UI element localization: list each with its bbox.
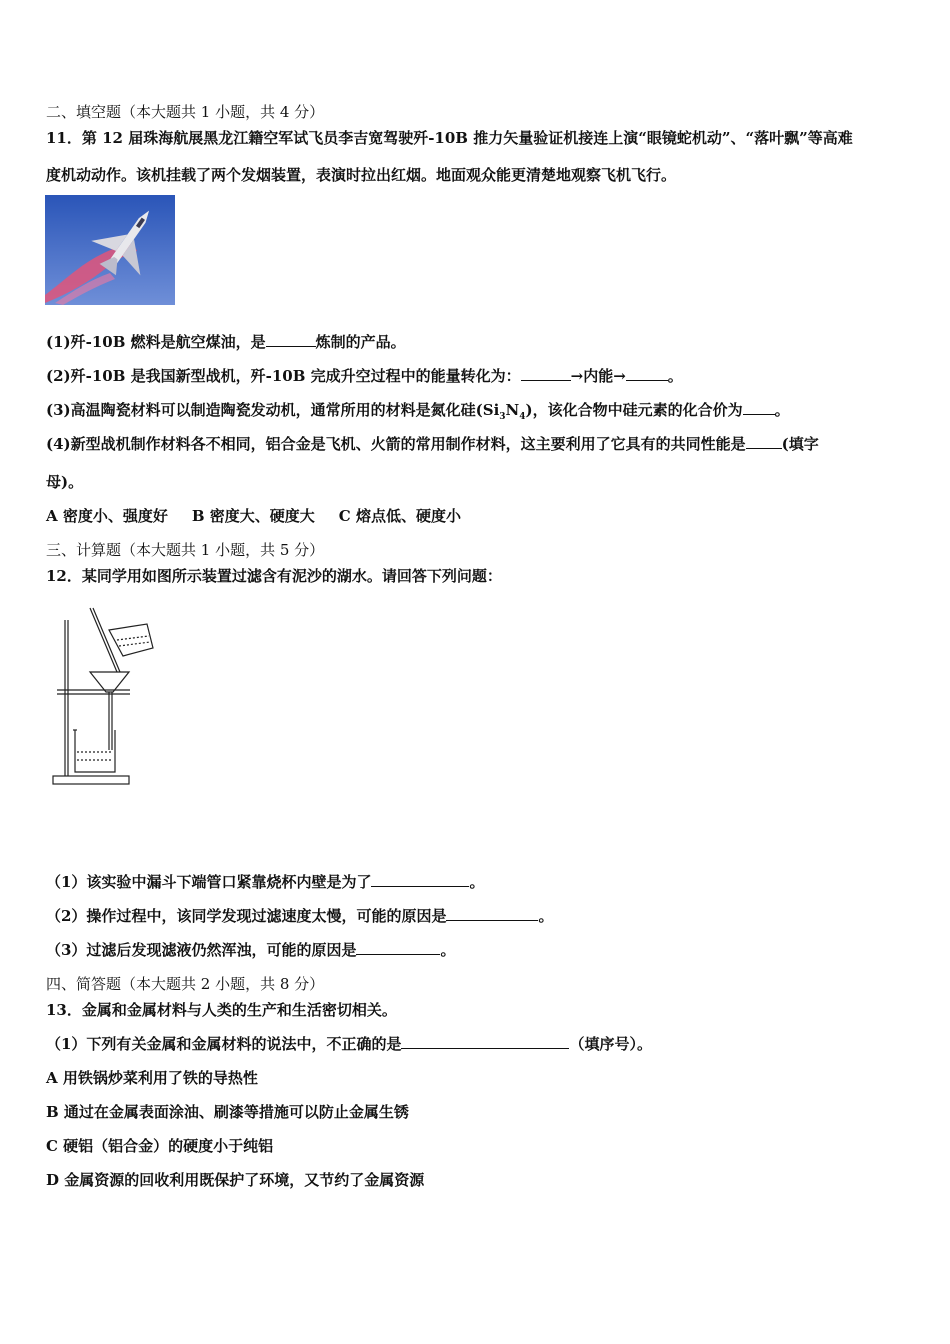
q13-part1-text: （1）下列有关金属和金属材料的说法中，不正确的是: [46, 1035, 402, 1053]
section-3-heading: 三、计算题（本大题共 1 小题，共 5 分）: [46, 541, 325, 559]
q12-part3-text: （3）过滤后发现滤液仍然浑浊，可能的原因是: [46, 941, 357, 959]
answer-blank[interactable]: [746, 434, 782, 449]
q13-stem: 13．金属和金属材料与人类的生产和生活密切相关。: [46, 1001, 397, 1019]
answer-blank[interactable]: [371, 872, 469, 887]
q12-part1-text: （1）该实验中漏斗下端管口紧靠烧杯内壁是为了: [46, 873, 372, 891]
answer-blank[interactable]: [626, 366, 668, 381]
q13-part1-text-end: （填序号）。: [569, 1035, 652, 1053]
filtration-apparatus-diagram: [45, 600, 165, 790]
q12-part2: [46, 906, 553, 926]
option-a: A 密度小、强度好: [46, 507, 168, 525]
q12-part2-text-end: 。: [538, 907, 554, 925]
answer-blank[interactable]: [266, 332, 316, 347]
option-c: C 熔点低、硬度小: [338, 507, 461, 525]
q13-option-c: C 硬铝（铝合金）的硬度小于纯铝: [46, 1137, 274, 1155]
q12-part1: [46, 872, 484, 892]
option-b: B 密度大、硬度大: [191, 507, 315, 525]
answer-blank[interactable]: [401, 1034, 569, 1049]
q12-part1-text-end: 。: [469, 873, 485, 891]
q13-part1: [46, 1034, 652, 1054]
answer-blank[interactable]: [356, 940, 440, 955]
answer-blank[interactable]: [743, 400, 775, 415]
q11-part1-text-end: 炼制的产品。: [315, 333, 406, 351]
fighter-jet-photo: [45, 195, 175, 305]
q11-part3-text-end: 。: [774, 401, 790, 419]
section-4-heading: 四、简答题（本大题共 2 小题，共 8 分）: [46, 975, 325, 993]
q12-part3: [46, 940, 455, 960]
q12-stem: 12．某同学用如图所示装置过滤含有泥沙的湖水。请回答下列问题：: [46, 567, 502, 585]
q11-part2-text: (2)歼-10B 是我国新型战机，歼-10B 完成升空过程中的能量转化为：: [46, 367, 521, 385]
q11-part1-text: (1)歼-10B 燃料是航空煤油，是: [46, 333, 266, 351]
subscript: 4: [519, 412, 526, 422]
q13-option-d: D 金属资源的回收利用既保护了环境，又节约了金属资源: [46, 1171, 425, 1189]
q12-part3-text-end: 。: [440, 941, 456, 959]
q13-option-b: B 通过在金属表面涂油、刷漆等措施可以防止金属生锈: [46, 1103, 409, 1121]
q11-part3-text: (3)高温陶瓷材料可以制造陶瓷发动机，通常所用的材料是氮化硅(Si: [46, 401, 500, 419]
q11-part2: [46, 366, 683, 386]
q12-part2-text: （2）操作过程中，该同学发现过滤速度太慢，可能的原因是: [46, 907, 447, 925]
q13-option-a: A 用铁锅炒菜利用了铁的导热性: [46, 1069, 258, 1087]
q11-part4: [46, 434, 819, 454]
subscript: 3: [499, 412, 506, 422]
q11-part2-text-mid: →内能→: [570, 367, 626, 385]
answer-blank[interactable]: [446, 906, 538, 921]
q11-part2-text-end: 。: [667, 367, 683, 385]
q11-part4-text-end: (填字: [781, 435, 819, 453]
q11-stem-line1: 11．第 12 届珠海航展黑龙江籍空军试飞员李吉宽驾驶歼-10B 推力矢量验证机接连上演“眼镜蛇机动”、“落叶飘”等高难: [46, 129, 853, 147]
q11-part4-cont: 母)。: [46, 473, 84, 491]
q11-part1: [46, 332, 406, 352]
q11-part3-text-mid: )，该化合物中硅元素的化合价为: [525, 401, 743, 419]
answer-blank[interactable]: [521, 366, 571, 381]
section-2-heading: 二、填空题（本大题共 1 小题，共 4 分）: [46, 103, 325, 121]
q11-part4-text: (4)新型战机制作材料各不相同，铝合金是飞机、火箭的常用制作材料，这主要利用了它具有的共同性能是: [46, 435, 746, 453]
q11-part3-formula: N: [505, 401, 520, 419]
q11-part3: [46, 400, 790, 427]
q11-options: [46, 506, 461, 526]
q11-stem-line2: 度机动动作。该机挂载了两个发烟装置，表演时拉出红烟。地面观众能更清楚地观察飞机飞行。: [46, 166, 677, 184]
